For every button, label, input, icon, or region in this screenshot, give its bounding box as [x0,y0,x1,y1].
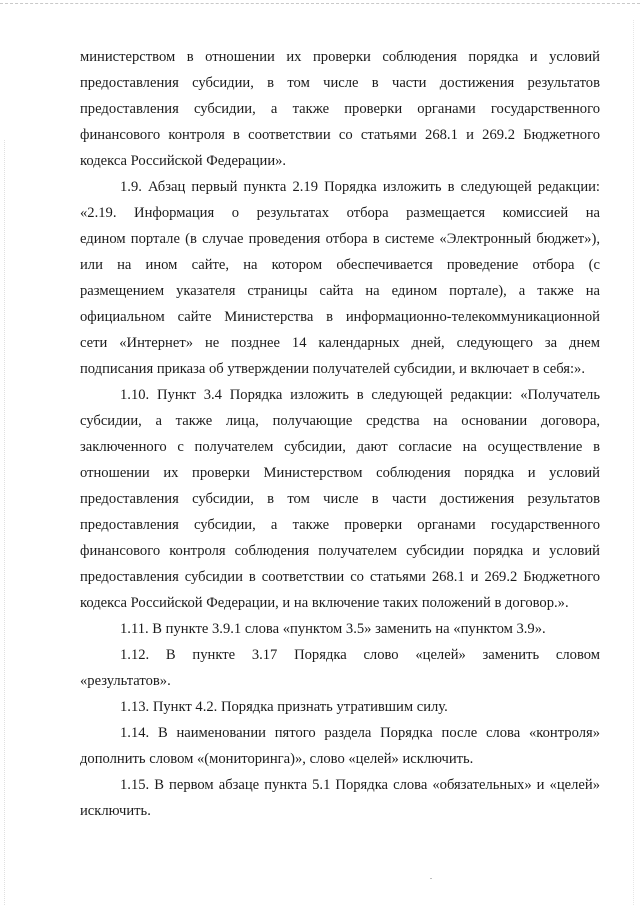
text-line: подписания приказа об утверждении получателей субсидии, и включает в себя:». [80,361,585,377]
text-line: 1.14. В наименовании пятого раздела Порядка после слова «контроля» [120,725,600,741]
text-line: предоставления субсидии, в том числе в части достижения результатов [80,75,600,91]
paragraph-1-15 [80,772,600,824]
text-line: кодекса Российской Федерации, и на включение таких положений в договор.». [80,595,569,611]
scan-top-edge [0,3,640,4]
text-line: финансового контроля в соответствии со статьями 268.1 и 269.2 Бюджетного [80,127,600,143]
text-line: предоставления субсидии, а также проверки органами государственного [80,101,600,117]
text-line: 1.12. В пункте 3.17 Порядка слово «целей» заменить словом [120,647,600,663]
text-line: 1.10. Пункт 3.4 Порядка изложить в следующей редакции: «Получатель [120,387,600,403]
scan-speck [430,878,432,879]
paragraph-1-10 [80,382,600,616]
paragraph-1-14 [80,720,600,772]
text-line: размещением указателя страницы сайта на едином портале), а также на [80,283,600,299]
text-line: кодекса Российской Федерации». [80,153,287,169]
text-line: отношении их проверки Министерством соблюдения порядка и условий [80,465,600,481]
text-line: дополнить словом «(мониторинга)», слово «целей» исключить. [80,751,474,767]
paragraph-1-11 [80,616,600,642]
text-line: исключить. [80,803,151,819]
text-line: «2.19. Информация о результатах отбора размещается комиссией на [80,205,600,221]
paragraph-1-9 [80,174,600,382]
text-line: 1.13. Пункт 4.2. Порядка признать утратившим силу. [120,699,448,715]
text-line: 1.11. В пункте 3.9.1 слова «пунктом 3.5» заменить на «пунктом 3.9». [120,621,546,637]
scan-right-edge [633,20,634,905]
scan-left-edge [4,140,5,905]
text-line: 1.15. В первом абзаце пункта 5.1 Порядка слова «обязательных» и «целей» [120,777,600,793]
text-line: финансового контроля соблюдения получателем субсидии порядка и условий [80,543,600,559]
text-line: министерством в отношении их проверки соблюдения порядка и условий [80,49,600,65]
text-line: предоставления субсидии в соответствии со статьями 268.1 и 269.2 Бюджетного [80,569,600,585]
text-line: официальном сайте Министерства в информационно-телекоммуникационной [80,309,600,325]
text-line: предоставления субсидии, в том числе в части достижения результатов [80,491,600,507]
text-line: сети «Интернет» не позднее 14 календарных дней, следующего за днем [80,335,600,351]
text-line: «результатов». [80,673,171,689]
text-line: едином портале (в случае проведения отбора в системе «Электронный бюджет»), [80,231,600,247]
text-line: 1.9. Абзац первый пункта 2.19 Порядка изложить в следующей редакции: [120,179,600,195]
paragraph-1-12 [80,642,600,694]
text-line: предоставления субсидии, а также проверки органами государственного [80,517,600,533]
text-line: заключенного с получателем субсидии, дают согласие на осуществление в [80,439,600,455]
paragraph-continuation [80,44,600,174]
document-body [80,44,600,824]
text-line: или на ином сайте, на котором обеспечивается проведение отбора (с [80,257,600,273]
text-line: субсидии, а также лица, получающие средства на основании договора, [80,413,600,429]
paragraph-1-13 [80,694,600,720]
